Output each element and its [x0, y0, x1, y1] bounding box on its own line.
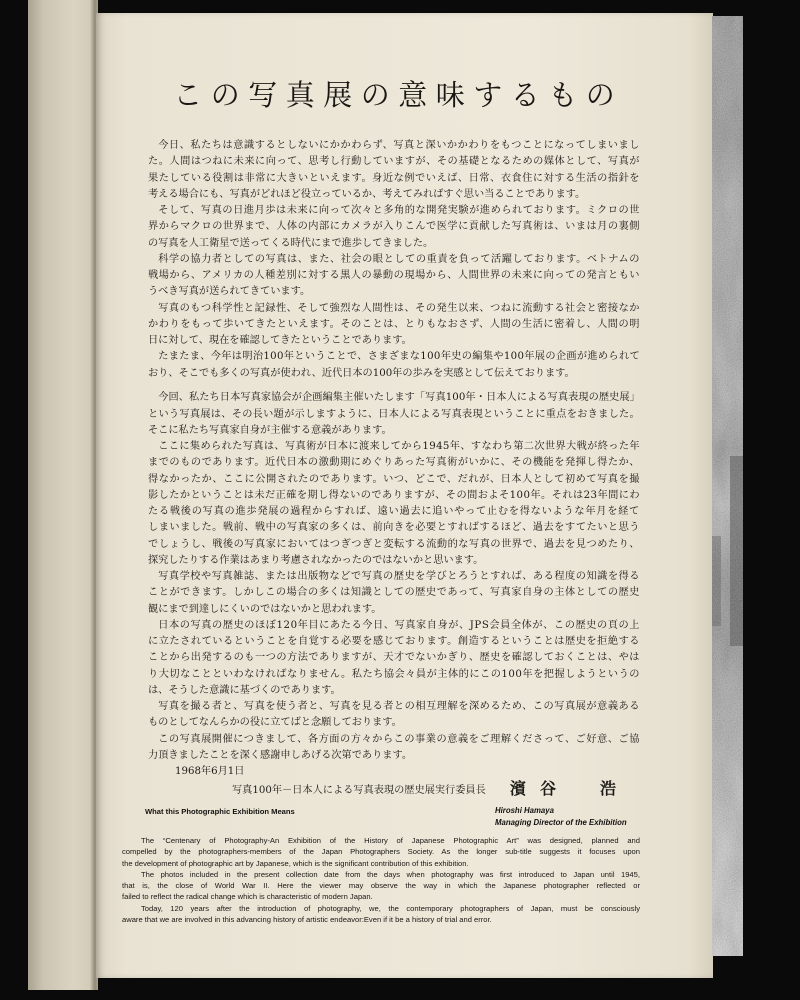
body-text-line: おり、そこでも多くの写真が使われ、近代日本の100年の歩みを実感として伝えております。 — [148, 367, 575, 379]
main-section — [148, 390, 640, 764]
body-text-line: 得なかったか、ここに公開されたのであります。いつ、どこで、だれが、日本人として初めて写真を撮 — [148, 473, 640, 485]
body-text-line: ものとしてなんらかの役に立てばと念願しております。 — [148, 717, 402, 729]
committee-title: 写真100年－日本人による写真表現の歴史展実行委員長 — [232, 785, 486, 796]
body-paragraph — [148, 439, 640, 569]
body-paragraph — [148, 301, 640, 350]
english-author-block — [495, 805, 627, 828]
body-paragraph — [148, 569, 640, 618]
body-paragraph — [148, 203, 640, 252]
signature-line — [148, 780, 640, 800]
body-text-line: ことから出発するのも一つの方法でありますが、天才でないかぎり、歴史を確認しておくことは、やは — [148, 652, 640, 664]
english-text-line: failed to reflect the radical change which is characteristic of modern Japan. — [122, 892, 373, 902]
body-text-line: 今日、私たちは意識するとしないにかかわらず、写真と深いかかわりをもつことになってしまいまし — [158, 140, 640, 151]
english-paragraph — [122, 835, 640, 869]
body-text-line: うべき写真が送られてきています。 — [148, 286, 311, 298]
body-text-line: た。人間はつねに未来に向って、思考し行動していますが、その基礎となるための媒体として、写真が — [148, 156, 640, 168]
body-paragraph — [148, 138, 640, 203]
body-paragraph — [148, 252, 640, 301]
body-text-line: 観にまで到達しにくいのではないかと思われます。 — [148, 603, 382, 615]
body-text-line: 界からマクロの世界まで、人体の内部にカメラが入りこんで医学に貢献した写真術は、いまは月の裏側 — [148, 221, 640, 233]
date-line: 1968年6月1日 — [175, 766, 245, 777]
body-text-line: そして、写真の日進月歩は未来に向って次々と多角的な開発実験が進められております。ミクロの世 — [158, 205, 640, 216]
intro-section — [148, 138, 640, 382]
chairman-name: 濱谷 浩 — [510, 779, 631, 798]
body-text-line: 力頂きましたことを深く感謝申しあげる次第であります。 — [148, 749, 413, 761]
body-text-line: かわりをもって歩いてきたといえます。そのことは、とりもなおさず、人間の生活に密着し、人間の明 — [148, 318, 640, 330]
body-text-line: でしょうし、戦後の写真家においてはつぎつぎと変転する流動的な写真の世界で、過去を見つめたり、 — [148, 538, 640, 550]
body-text-line: 果たしている役割は非常に大きいといえます。身近な例でいえば、日常、衣食住に対する生活の指針を — [148, 172, 640, 184]
body-paragraph — [148, 390, 640, 439]
body-text-line: 日に対して、現在を確認してきたということであります。 — [148, 335, 412, 346]
body-text-line: 戦場から、アメリカの人種差別に対する黒人の暴動の現場から、人間世界の未来に向っての発言ともい — [148, 270, 640, 281]
body-text-line: この写真展開催につきまして、各方面の方々からこの事業の意義をご理解くださって、ご好意、ご協 — [158, 733, 640, 745]
facing-page-edge — [28, 0, 98, 990]
page-title: この写真展の意味するもの — [173, 78, 624, 112]
body-text-line: たまたま、今年は明治100年ということで、さまざまな100年史の編集や100年展の企画が進められて — [158, 351, 640, 363]
english-body — [122, 835, 640, 925]
body-paragraph — [148, 349, 640, 382]
english-text-line: compelled by the photographers-members of the Japan Photographers Society. As the longer sub-title suggests it focuses upon — [122, 847, 640, 857]
body-text-line: 探究したりする作業はあまり考慮されなかったのではないかと思います。 — [148, 554, 484, 566]
english-text-line: that is, the close of World War II. Here the viewer may observe the way in which the Japanese photographer reflected or — [122, 881, 640, 891]
body-text-line: 考える場合にも、写真がどれほど役立っているか、考えてみればすぐ思い当ることであります。 — [148, 188, 586, 200]
body-text-line: 写真のもつ科学性と記録性、そして強烈な人間性は、その発生以来、つねに流動する社会と密接なか — [158, 302, 640, 314]
body-text-line: までのものであります。近代日本の激動期にめぐりあった写真術がいかに、その機能を発揮し得たか、 — [148, 457, 640, 469]
body-text-line: 日本の写真の歴史のほぼ120年目にあたる今日、写真家自身が、JPS会員全体が、この歴史の頁の上 — [158, 619, 640, 631]
body-text-line: 科学の協力者としての写真は、また、社会の眼としての重責を負って活躍しております。ベトナムの — [158, 253, 640, 265]
author-role: Managing Director of the Exhibition — [495, 817, 627, 827]
body-text-line: に立たされているということを自覚する必要を感じております。創造するということは歴史を拒絶する — [148, 636, 640, 647]
body-text-line: ここに集められた写真は、写真術が日本に渡来してから1945年、すなわち第二次世界大戦が終った年 — [158, 441, 640, 452]
body-text-line: は、そうした意識に基づくのであります。 — [148, 684, 341, 696]
english-paragraph — [122, 903, 640, 926]
japanese-body — [148, 138, 640, 800]
body-text-line: 今回、私たち日本写真家協会が企画編集主催いたします「写真100年・日本人による写真表現の歴史展」 — [158, 392, 640, 404]
english-text-line: the development of photographic art by Japanese, which is the significant contribution of this exhibition. — [122, 858, 469, 868]
body-text-line: そこに私たち写真家自身が主催する意義があります。 — [148, 424, 392, 436]
body-text-line: たる戦後の写真の進歩発展の過程からすれば、遠い過去に追いやって止むを得ないような年月を経て — [148, 506, 640, 517]
body-text-line: り大切なことといわなければなりません。私たち協会々員が主体的にこの100年を把握しようというの — [148, 668, 640, 680]
body-text-line: しまいました。戦前、戦中の写真家の多くは、前向きを必要とすればするほど、過去をすてたいと思う — [148, 522, 640, 534]
body-text-line: という写真展は、その長い題が示しますように、日本人による写真表現ということに重点をおきました。 — [148, 408, 640, 420]
body-paragraph — [148, 732, 640, 765]
body-text-line: 写真を撮る者と、写真を使う者と、写真を見る者との相互理解を深めるため、この写真展が意義ある — [158, 701, 640, 712]
body-text-line: 写真学校や写真雑誌、または出版物などで写真の歴史を学びとろうとすれば、ある程度の知識を得る — [158, 571, 640, 582]
english-text-line: aware that we are involved in this advancing history of artistic endeavor:Even if it be a history of trial and error. — [122, 915, 492, 925]
english-paragraph — [122, 869, 640, 903]
adjacent-page-photo — [712, 16, 743, 956]
document-page — [96, 13, 713, 978]
body-text-line: 影したかということは未だ正確を期し得ないのでありますが、その間およそ100年。それは23年間にわ — [148, 489, 640, 501]
english-text-line: Today, 120 years after the introduction of photography, we, the contemporary photographers of Japan, must be consciously — [141, 903, 640, 913]
body-text-line: ことができます。しかしこの場合の多くは知識としての歴史であって、写真家自身の主体としての歴史 — [148, 587, 640, 599]
english-text-line: The photos included in the present collection date from the days when photography was first introduced to Japan until 1945, — [141, 869, 640, 879]
body-text-line: の写真を人工衛星で送ってくる時代にまで進歩してきました。 — [148, 237, 434, 249]
photo-strip-image — [712, 16, 743, 956]
english-heading: What this Photographic Exhibition Means — [145, 807, 295, 816]
english-text-line: The “Centenary of Photography-An Exhibition of the History of Japanese Photographic Art” was designed, planned and — [141, 836, 640, 845]
body-paragraph — [148, 618, 640, 699]
photo-grain — [712, 16, 743, 956]
author-name: Hiroshi Hamaya — [495, 806, 554, 815]
body-paragraph — [148, 699, 640, 732]
